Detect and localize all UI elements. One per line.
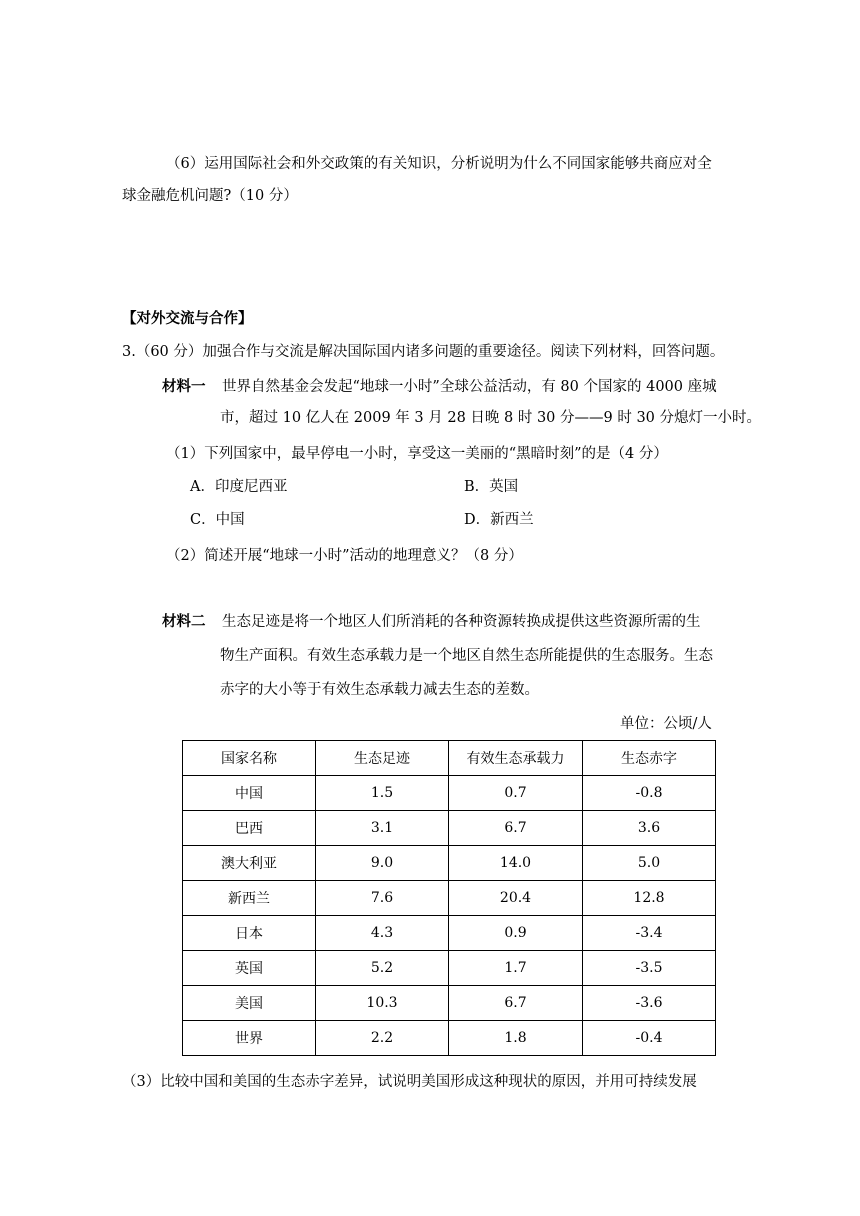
subquestion-2: （2）简述开展“地球一小时”活动的地理意义？（8 分） [166,548,523,564]
ecology-table [182,740,716,1056]
table-cell: 日本 [183,916,316,951]
table-cell: -3.5 [583,951,716,986]
table-header-cell: 有效生态承载力 [449,741,583,776]
question-3-intro: 3.（60 分）加强合作与交流是解决国际国内诸多问题的重要途径。阅读下列材料，回答问题。 [122,344,725,360]
question-6-line-2: 球金融危机问题?（10 分） [122,188,298,204]
table-cell: -3.6 [583,986,716,1021]
table-cell: 5.2 [316,951,449,986]
table-cell: 14.0 [449,846,583,881]
table-header-row [183,741,716,776]
table-cell: 6.7 [449,811,583,846]
option-b: B．英国 [464,479,519,495]
material-2-line-1: 生态足迹是将一个地区人们所消耗的各种资源转换成提供这些资源所需的生 [222,614,701,630]
table-header-cell: 生态赤字 [583,741,716,776]
table-header-cell: 国家名称 [183,741,316,776]
table-row [183,951,716,986]
material-1-line-1: 世界自然基金会发起“地球一小时”全球公益活动，有 80 个国家的 4000 座城 [222,379,717,395]
subquestion-3: （3）比较中国和美国的生态赤字差异，试说明美国形成这种现状的原因，并用可持续发展 [122,1074,697,1090]
material-2-line-2: 物生产面积。有效生态承载力是一个地区自然生态所能提供的生态服务。生态 [220,648,713,664]
table-cell: -0.8 [583,776,716,811]
option-d: D．新西兰 [464,512,534,528]
table-cell: 20.4 [449,881,583,916]
table-cell: 3.6 [583,811,716,846]
material-2-line-3: 赤字的大小等于有效生态承载力减去生态的差数。 [220,682,539,698]
subquestion-1-stem: （1）下列国家中，最早停电一小时，享受这一美丽的“黑暗时刻”的是（4 分） [166,446,668,462]
table-cell: 10.3 [316,986,449,1021]
table-cell: 世界 [183,1021,316,1056]
question-6-line-1: （6）运用国际社会和外交政策的有关知识，分析说明为什么不同国家能够共商应对全 [166,156,712,172]
table-cell: 巴西 [183,811,316,846]
table-header-cell: 生态足迹 [316,741,449,776]
table-row [183,811,716,846]
unit-label: 单位：公顷/人 [620,716,712,732]
table-cell: 美国 [183,986,316,1021]
table-cell: 9.0 [316,846,449,881]
table-cell: 3.1 [316,811,449,846]
table-cell: 英国 [183,951,316,986]
table-row [183,846,716,881]
table-row [183,986,716,1021]
option-c: C．中国 [190,512,245,528]
material-2-label: 材料二 [162,613,206,630]
table-cell: 6.7 [449,986,583,1021]
table-cell: 中国 [183,776,316,811]
table-cell: 7.6 [316,881,449,916]
table-cell: -0.4 [583,1021,716,1056]
material-1-line-2: 市，超过 10 亿人在 2009 年 3 月 28 日晚 8 时 30 分——9 时 30 分熄灯一小时。 [220,410,762,426]
material-1-label: 材料一 [162,378,206,395]
table-cell: 1.8 [449,1021,583,1056]
table-row [183,1021,716,1056]
table-cell: 4.3 [316,916,449,951]
table-cell: 12.8 [583,881,716,916]
table-cell: 1.5 [316,776,449,811]
table-row [183,916,716,951]
table-cell: 澳大利亚 [183,846,316,881]
table-row [183,776,716,811]
table-cell: 1.7 [449,951,583,986]
table-cell: 0.9 [449,916,583,951]
table-cell: -3.4 [583,916,716,951]
table-cell: 2.2 [316,1021,449,1056]
table-cell: 新西兰 [183,881,316,916]
option-a: A．印度尼西亚 [190,479,288,495]
section-title: 【对外交流与合作】 [122,310,253,327]
table-cell: 0.7 [449,776,583,811]
table-cell: 5.0 [583,846,716,881]
table-row [183,881,716,916]
